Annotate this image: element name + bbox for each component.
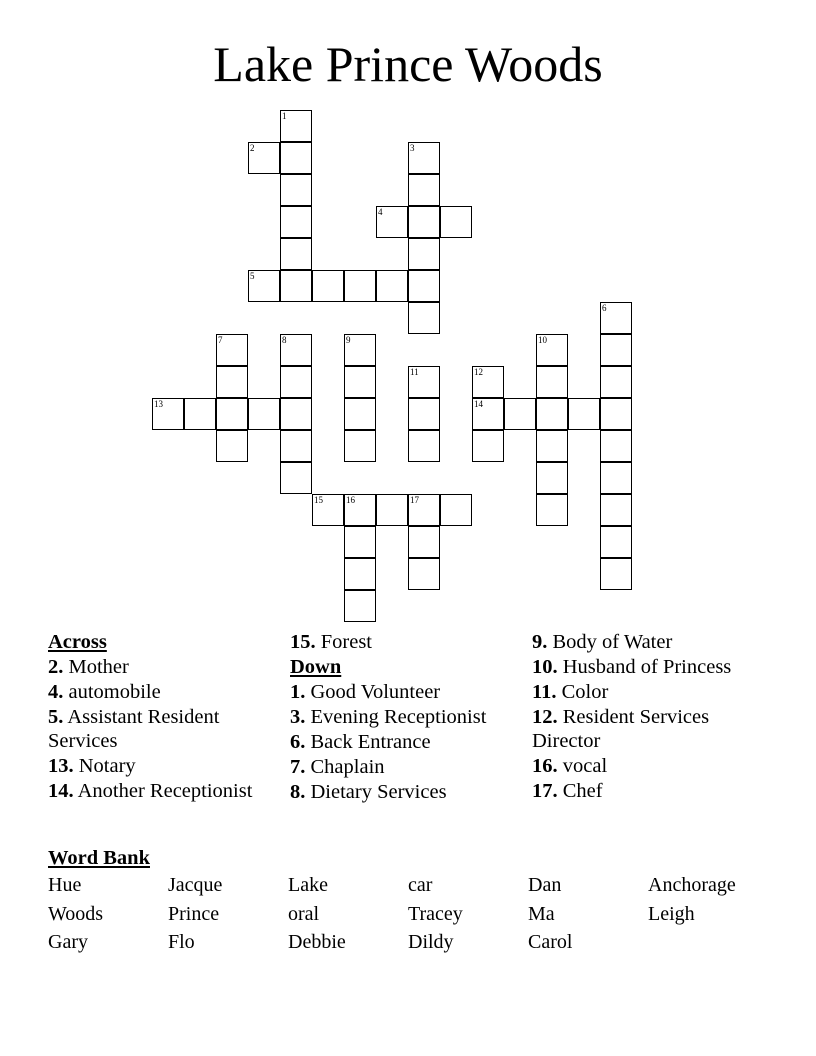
clues-column-1 xyxy=(48,630,268,804)
clue xyxy=(290,755,520,779)
crossword-cell[interactable] xyxy=(344,366,376,398)
word-bank-item: Hue xyxy=(48,874,82,896)
clue-number: 2 xyxy=(250,143,255,153)
clue-heading: Down xyxy=(290,656,342,678)
clue-number-label: 15. xyxy=(290,631,316,653)
word-bank-item: Flo xyxy=(168,931,195,953)
clue-text: Resident Services Director xyxy=(532,706,710,752)
crossword-cell[interactable] xyxy=(184,398,216,430)
clue-number-label: 13. xyxy=(48,755,74,777)
crossword-cell[interactable] xyxy=(216,430,248,462)
crossword-cell[interactable] xyxy=(248,398,280,430)
clue-text: automobile xyxy=(63,681,161,703)
crossword-cell[interactable] xyxy=(312,494,344,526)
crossword-cell[interactable] xyxy=(472,366,504,398)
crossword-cell[interactable] xyxy=(568,398,600,430)
clue-number-label: 1. xyxy=(290,681,306,703)
clue xyxy=(48,779,268,803)
clues-column-3 xyxy=(532,630,762,804)
clue xyxy=(48,680,268,704)
crossword-cell[interactable] xyxy=(408,142,440,174)
clue-number-label: 3. xyxy=(290,706,306,728)
clue-number-label: 17. xyxy=(532,780,558,802)
clue-number: 13 xyxy=(154,399,163,409)
clue-text: Body of Water xyxy=(547,631,673,653)
clue-number: 4 xyxy=(378,207,383,217)
clue-text: Color xyxy=(556,681,609,703)
crossword-cell[interactable] xyxy=(440,494,472,526)
clue-number: 7 xyxy=(218,335,223,345)
clue-number: 8 xyxy=(282,335,287,345)
crossword-cell[interactable] xyxy=(312,270,344,302)
crossword-cell[interactable] xyxy=(280,110,312,142)
word-bank-item: Dan xyxy=(528,874,562,896)
crossword-cell[interactable] xyxy=(600,526,632,558)
word-bank-item: car xyxy=(408,874,433,896)
crossword-cell[interactable] xyxy=(376,206,408,238)
crossword-cell[interactable] xyxy=(216,398,248,430)
clue xyxy=(290,680,520,704)
clue-text: Forest xyxy=(315,631,372,653)
crossword-cell[interactable] xyxy=(472,430,504,462)
crossword-cell[interactable] xyxy=(408,558,440,590)
crossword-cell[interactable] xyxy=(280,398,312,430)
crossword-cell[interactable] xyxy=(600,430,632,462)
clue xyxy=(48,655,268,679)
word-bank-item: Dildy xyxy=(408,931,454,953)
clue-text: Evening Receptionist xyxy=(305,706,487,728)
crossword-cell[interactable] xyxy=(536,430,568,462)
clue xyxy=(532,705,762,753)
clue xyxy=(532,655,762,679)
crossword-cell[interactable] xyxy=(280,334,312,366)
word-bank-item: Gary xyxy=(48,931,88,953)
crossword-cell[interactable] xyxy=(408,174,440,206)
crossword-cell[interactable] xyxy=(280,206,312,238)
word-bank-item: oral xyxy=(288,902,320,925)
clue xyxy=(532,779,762,803)
word-bank-item: Ma xyxy=(528,902,555,925)
crossword-cell[interactable] xyxy=(248,270,280,302)
crossword-cell[interactable] xyxy=(408,270,440,302)
crossword-cell[interactable] xyxy=(408,206,440,238)
crossword-cell[interactable] xyxy=(408,238,440,270)
crossword-cell[interactable] xyxy=(408,398,440,430)
crossword-cell[interactable] xyxy=(600,494,632,526)
clue-text: Good Volunteer xyxy=(305,681,441,703)
crossword-cell[interactable] xyxy=(600,558,632,590)
crossword-cell[interactable] xyxy=(376,270,408,302)
crossword-cell[interactable] xyxy=(408,366,440,398)
crossword-cell[interactable] xyxy=(280,238,312,270)
clue xyxy=(532,754,762,778)
clue-number-label: 12. xyxy=(532,706,558,728)
clue-text: Chef xyxy=(557,780,603,802)
crossword-cell[interactable] xyxy=(376,494,408,526)
word-bank-title: Word Bank xyxy=(48,847,150,869)
clue xyxy=(48,705,268,753)
clue-number-label: 4. xyxy=(48,681,64,703)
crossword-cell[interactable] xyxy=(216,366,248,398)
crossword-cell[interactable] xyxy=(408,302,440,334)
clue-number: 9 xyxy=(346,335,351,345)
clue xyxy=(290,780,520,804)
crossword-cell[interactable] xyxy=(280,462,312,494)
crossword-cell[interactable] xyxy=(152,398,184,430)
clue-number: 16 xyxy=(346,495,355,505)
clue-number-label: 11. xyxy=(532,681,557,703)
clue-number-label: 2. xyxy=(48,656,64,678)
crossword-cell[interactable] xyxy=(344,558,376,590)
crossword-cell[interactable] xyxy=(408,430,440,462)
crossword-cell[interactable] xyxy=(536,334,568,366)
clue xyxy=(290,705,520,729)
crossword-cell[interactable] xyxy=(600,366,632,398)
clue-number-label: 9. xyxy=(532,631,548,653)
word-bank-item: Lake xyxy=(288,874,328,896)
puzzle-title: Lake Prince Woods xyxy=(213,36,603,92)
crossword-cell[interactable] xyxy=(472,398,504,430)
clue xyxy=(290,630,520,654)
word-bank-item: Prince xyxy=(168,902,220,925)
clue-number-label: 14. xyxy=(48,780,74,802)
crossword-cell[interactable] xyxy=(248,142,280,174)
clue xyxy=(48,754,268,778)
crossword-cell[interactable] xyxy=(344,494,376,526)
clue-text: Dietary Services xyxy=(305,781,447,803)
clue xyxy=(532,630,762,654)
clue-text: Husband of Princess xyxy=(557,656,732,678)
clue-text: Back Entrance xyxy=(305,731,431,753)
clue xyxy=(290,730,520,754)
clue-number-label: 8. xyxy=(290,781,306,803)
word-bank-item: Woods xyxy=(48,902,104,925)
crossword-cell[interactable] xyxy=(280,174,312,206)
crossword-cell[interactable] xyxy=(600,334,632,366)
clue-number-label: 16. xyxy=(532,755,558,777)
crossword-cell[interactable] xyxy=(504,398,536,430)
crossword-cell[interactable] xyxy=(536,398,568,430)
crossword-cell[interactable] xyxy=(280,270,312,302)
crossword-cell[interactable] xyxy=(600,462,632,494)
crossword-cell[interactable] xyxy=(216,334,248,366)
clue-text: vocal xyxy=(557,755,608,777)
word-bank-item: Jacque xyxy=(168,874,223,896)
clue-number-label: 10. xyxy=(532,656,558,678)
crossword-cell[interactable] xyxy=(536,366,568,398)
clue-text: Assistant Resident Services xyxy=(48,706,220,752)
clue-number-label: 5. xyxy=(48,706,64,728)
clue-number: 12 xyxy=(474,367,483,377)
crossword-cell[interactable] xyxy=(344,430,376,462)
clue-number: 17 xyxy=(410,495,419,505)
word-bank-item: Carol xyxy=(528,931,573,953)
crossword-cell[interactable] xyxy=(408,494,440,526)
crossword-cell[interactable] xyxy=(344,270,376,302)
word-bank-item: Debbie xyxy=(288,931,346,953)
clue-number: 3 xyxy=(410,143,415,153)
crossword-cell[interactable] xyxy=(344,526,376,558)
clue-number: 15 xyxy=(314,495,323,505)
clue-number-label: 6. xyxy=(290,731,306,753)
word-bank-item: Leigh xyxy=(648,902,695,925)
clue-number: 6 xyxy=(602,303,607,313)
clues-column-2 xyxy=(290,630,520,805)
clue-text: Chaplain xyxy=(305,756,385,778)
crossword-cell[interactable] xyxy=(280,142,312,174)
clue-text: Notary xyxy=(73,755,136,777)
clue-text: Another Receptionist xyxy=(73,780,253,802)
crossword-cell[interactable] xyxy=(536,462,568,494)
clue-number: 5 xyxy=(250,271,255,281)
crossword-cell[interactable] xyxy=(600,302,632,334)
clue-text: Mother xyxy=(63,656,129,678)
crossword-cell[interactable] xyxy=(408,526,440,558)
crossword-cell[interactable] xyxy=(344,398,376,430)
crossword-cell[interactable] xyxy=(440,206,472,238)
word-bank-item: Tracey xyxy=(408,902,463,925)
clue-number: 10 xyxy=(538,335,547,345)
clue-number: 14 xyxy=(474,399,483,409)
word-bank-item: Anchorage xyxy=(648,874,736,896)
crossword-cell[interactable] xyxy=(280,430,312,462)
clue-number: 11 xyxy=(410,367,419,377)
crossword-cell[interactable] xyxy=(536,494,568,526)
crossword-cell[interactable] xyxy=(280,366,312,398)
word-bank xyxy=(48,874,768,960)
crossword-cell[interactable] xyxy=(344,590,376,622)
crossword-cell[interactable] xyxy=(344,334,376,366)
crossword-cell[interactable] xyxy=(600,398,632,430)
clue-number: 1 xyxy=(282,111,287,121)
clue xyxy=(532,680,762,704)
clue-heading: Across xyxy=(48,631,107,653)
clue-number-label: 7. xyxy=(290,756,306,778)
